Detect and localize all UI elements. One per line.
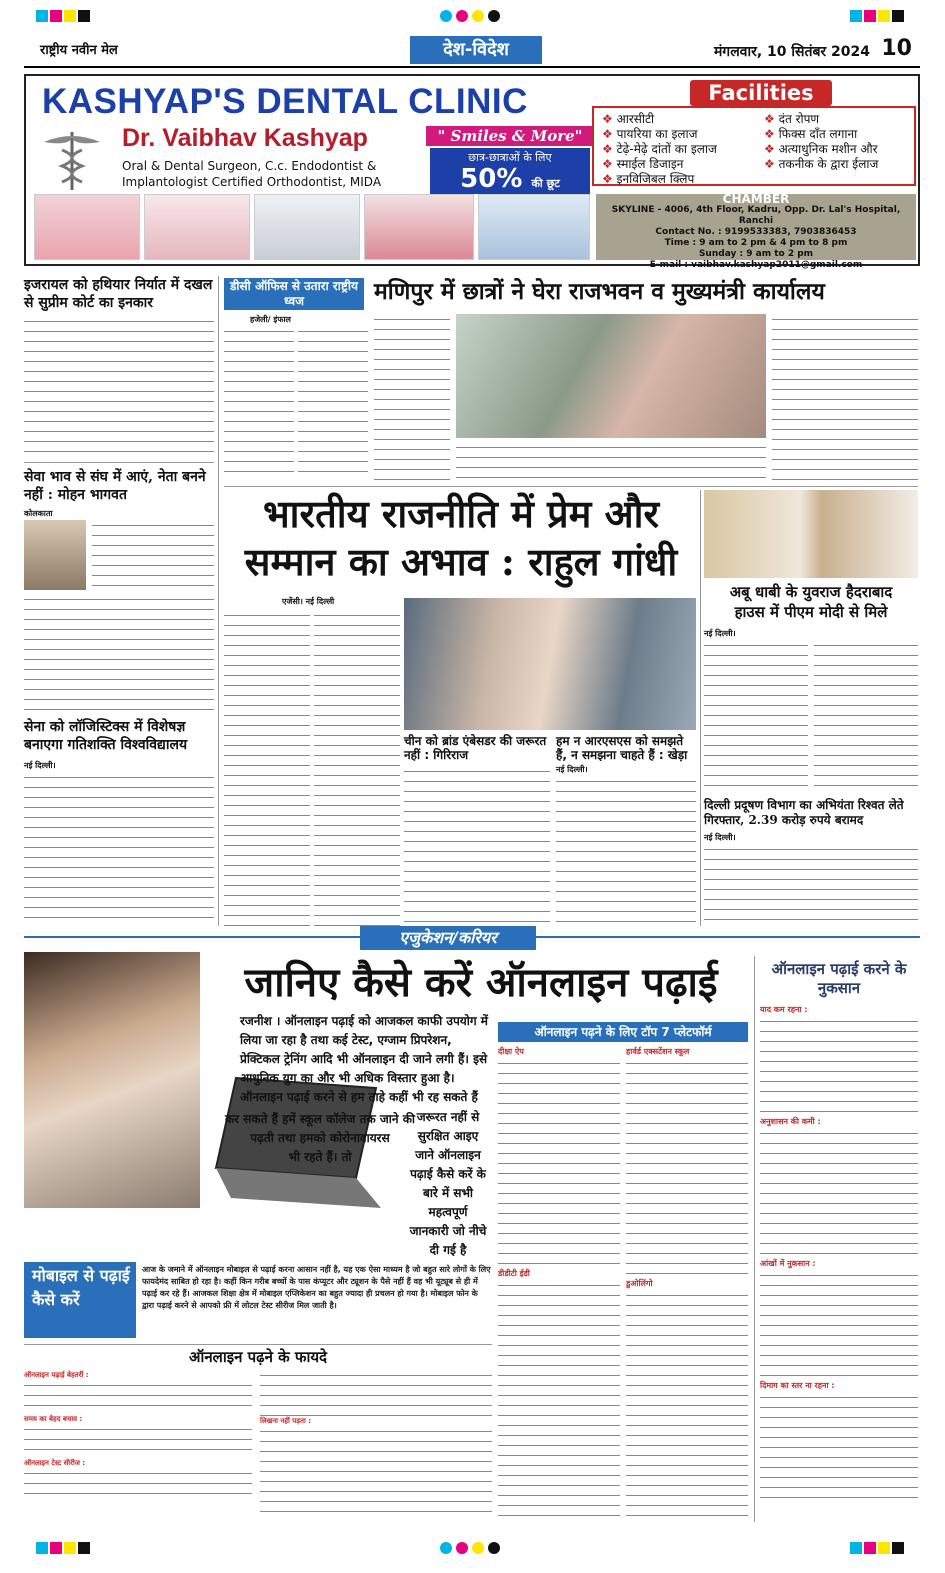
bhagwat-photo [24,520,86,590]
delhi-dateline: नई दिल्ली। [704,833,736,842]
dc-body-2 [298,326,368,480]
platforms-col-1: दीक्षा ऐप डीडीटी ईडी [498,1046,620,1522]
ad-tagline: " Smiles & More" [426,126,594,146]
smile-photo [364,194,474,260]
loss-headline: ऑनलाइन पढ़ाई करने के नुकसान [771,960,907,997]
rahul-headline-line1: भारतीय राजनीति में प्रेम और [262,491,660,536]
china-body [404,766,550,926]
manipur-body-1 [374,314,450,480]
dc-body-1 [224,326,294,480]
delhi-headline: दिल्ली प्रदूषण विभाग का अभियंता रिश्वत लेते गिरफ्तार, 2.39 करोड़ रुपये बरामद [704,798,904,827]
education-quote-right: जरूरत नहीं से सुरक्षित आइए जाने ऑनलाइन पढ़ाई कैसे करें के बारे में सभी महत्वपूर्ण जानकारी जो नीचे दी गई है [409,1110,487,1257]
abudhabi-headline-1: अबू धाबी के युवराज हैदराबाद [729,583,893,601]
ad-title: KASHYAP'S DENTAL CLINIC [42,82,528,121]
mobile-study-text: आज के जमाने में ऑनलाइन मोबाइल से पढ़ाई करना आसान नहीं है, यह एक ऐसा माध्यम है जो बहुत सारे लोगों के लिए फायदेमंद साबित हो रहा है। कहीं किन गरीब बच्चों के पास कंप्यूटर और ट्यूशन के पैसे नहीं हैं वह भी यूट्यूब से ही में पढ़ाई कर रहे हैं। आजकल शिक्षा क्षेत्र में मोबाइल एप्लिकेशन का बहुत ज्यादा ही प्रचलन हो गया है। मोबाइल फोन के द्वारा पढ़ाई करने से आपको फ्री में लोटल टेस्ट सीरीज मिल जाती है। [142,1265,491,1310]
loss-body: याद कम रहना : अनुशासन की कमी : आंखों में नुकसान : दिमाग का स्तर ना रहना : [760,1004,918,1522]
platforms-col-2: हार्वर्ड एक्सटेंशन स्कूल डुओलिंगो [626,1046,748,1522]
manipur-headline: मणिपुर में छात्रों ने घेरा राजभवन व मुख्यमंत्री कार्यालय [374,278,825,305]
doctor-name: Dr. Vaibhav Kashyap [122,124,368,152]
rahul-gandhi-photo [404,598,696,730]
manipur-body-2 [456,442,766,480]
seva-body-a [92,520,214,590]
implant-photo [254,194,360,260]
facilities-left-list: ❖ आरसीटी ❖ पायरिया का इलाज ❖ टेढ़े-मेढ़े दांतों का इलाज ❖ स्माईल डिजाइन ❖ इनविजिबल क्लिप [602,112,717,187]
abudhabi-headline-2: हाउस में पीएम मोदी से मिले [734,603,888,621]
seva-dateline: कोलकाता [24,509,53,518]
registration-marks-top [0,10,945,26]
teeth-photo-1 [34,194,140,260]
doctor-qualification: Oral & Dental Surgeon, C.c. Endodontist & Implantologist Certified Orthodontist, MIDA [122,159,382,189]
sena-body [24,772,214,926]
dc-office-tag: डीसी ऑफिस से उतारा राष्ट्रीय ध्वज [224,278,364,310]
teeth-photo-2 [144,194,250,260]
chamber-info: CHAMBER SKYLINE - 4006, 4th Floor, Kadru, Opp. Dr. Lal's Hospital, Ranchi Contact No. : 9199533383, 7903836453 Time : 9 am to 2 pm & 4 pm to 8 pm Sunday : 9 am to 2 pm E-mail : vaibhav.kashyap2011@gmail.com [596,194,916,260]
rss-dateline: नई दिल्ली। [556,765,588,774]
education-tag: एजुकेशन/करियर [360,926,536,950]
manipur-protest-photo [456,314,766,438]
page-masthead [24,34,920,68]
rss-headline: हम न आरएसएस को समझते हैं, न समझना चाहते हैं : खेड़ा [556,734,688,762]
mobile-study-box: मोबाइल से पढ़ाई कैसे करें [24,1262,136,1338]
china-headline: चीन को ब्रांड एंबेसडर की जरूरत नहीं : गिरिराज [404,734,547,762]
education-quote: कर सकते हैं हमें स्कूल कॉलेज तक जाने की पढ़ती तथा हमको कोरोनावायरस भी रहते हैं। तो [224,1112,416,1164]
delhi-body [704,844,918,926]
page-number: 10 [881,36,912,61]
education-intro: रजनीश । ऑनलाइन पढ़ाई को आजकल काफी उपयोग में लिया जा रहा है तथा कई टेस्ट, एग्जाम प्रिपरेशन, प्रेक्टिकल ट्रेनिंग आदि भी ऑनलाइन दी जाने लगी हैं। इसे आधुनिक युग का और भी अधिक विस्तार हुआ है। ऑनलाइन पढ़ाई करने से हम ताहे कहीं भी रह सकते हैं [240,1014,488,1104]
seva-body-b [24,594,214,714]
benefits-col-1: ऑनलाइन पढ़ाई बेहतरीं : समय का बेहद बचाव : ऑनलाइन टेस्ट सीरीज : [24,1370,252,1522]
newspaper-brand: राष्ट्रीय नवीन मेल [40,43,118,58]
discount-badge: छात्र-छात्राओं के लिए 50% की छूट [430,148,590,194]
sena-dateline: नई दिल्ली। [24,761,56,770]
student-photo [24,952,200,1208]
abudhabi-body-2 [814,640,918,794]
dateline: मंगलवार, 10 सितंबर 2024 [713,44,870,60]
sena-headline: सेना को लॉजिस्टिक्स में विशेषज्ञ बनाएगा गतिशक्ति विश्वविद्यालय [24,719,188,753]
modi-abudhabi-photo [704,490,918,578]
facilities-box [592,106,916,186]
israel-headline: इजरायल को हथियार निर्यात में दखल से सुप्रीम कोर्ट का इनकार [24,277,213,311]
israel-body [24,316,214,456]
section-tag: देश-विदेश [410,36,542,64]
platforms-headline: ऑनलाइन पढ़ने के लिए टॉप 7 प्लेटफॉर्म [498,1022,748,1042]
dc-byline: हजेली/ इंफाल [250,315,291,324]
caduceus-icon [36,128,108,192]
abudhabi-dateline: नई दिल्ली। [704,629,736,638]
education-headline: जानिए कैसे करें ऑनलाइन पढ़ाई [244,959,718,1006]
rahul-byline: एजेंसी। नई दिल्ली [282,597,335,606]
manipur-body-3 [772,314,918,480]
benefits-col-2: लिखना नहीं पड़ता : [260,1370,492,1522]
facilities-right-list: ❖ दंत रोपण ❖ फिक्स दाँत लगाना ❖ अत्याधुनिक मशीन और ❖ तकनीक के द्वारा ईलाज [764,112,878,172]
rahul-headline-line2: सम्मान का अभाव : राहुल गांधी [244,539,678,584]
dental-checkup-photo [478,194,590,260]
rss-body [556,776,696,926]
rahul-body-2 [314,610,400,926]
abudhabi-body-1 [704,640,808,794]
dental-clinic-ad [24,74,920,270]
benefits-headline: ऑनलाइन पढ़ने के फायदे [24,1344,492,1367]
facilities-title: Facilities [690,80,832,106]
seva-headline: सेवा भाव से संघ में आएं, नेता बनने नहीं : मोहन भागवत [24,469,206,503]
rahul-body-1 [224,610,310,926]
registration-marks-bottom [0,1542,945,1558]
